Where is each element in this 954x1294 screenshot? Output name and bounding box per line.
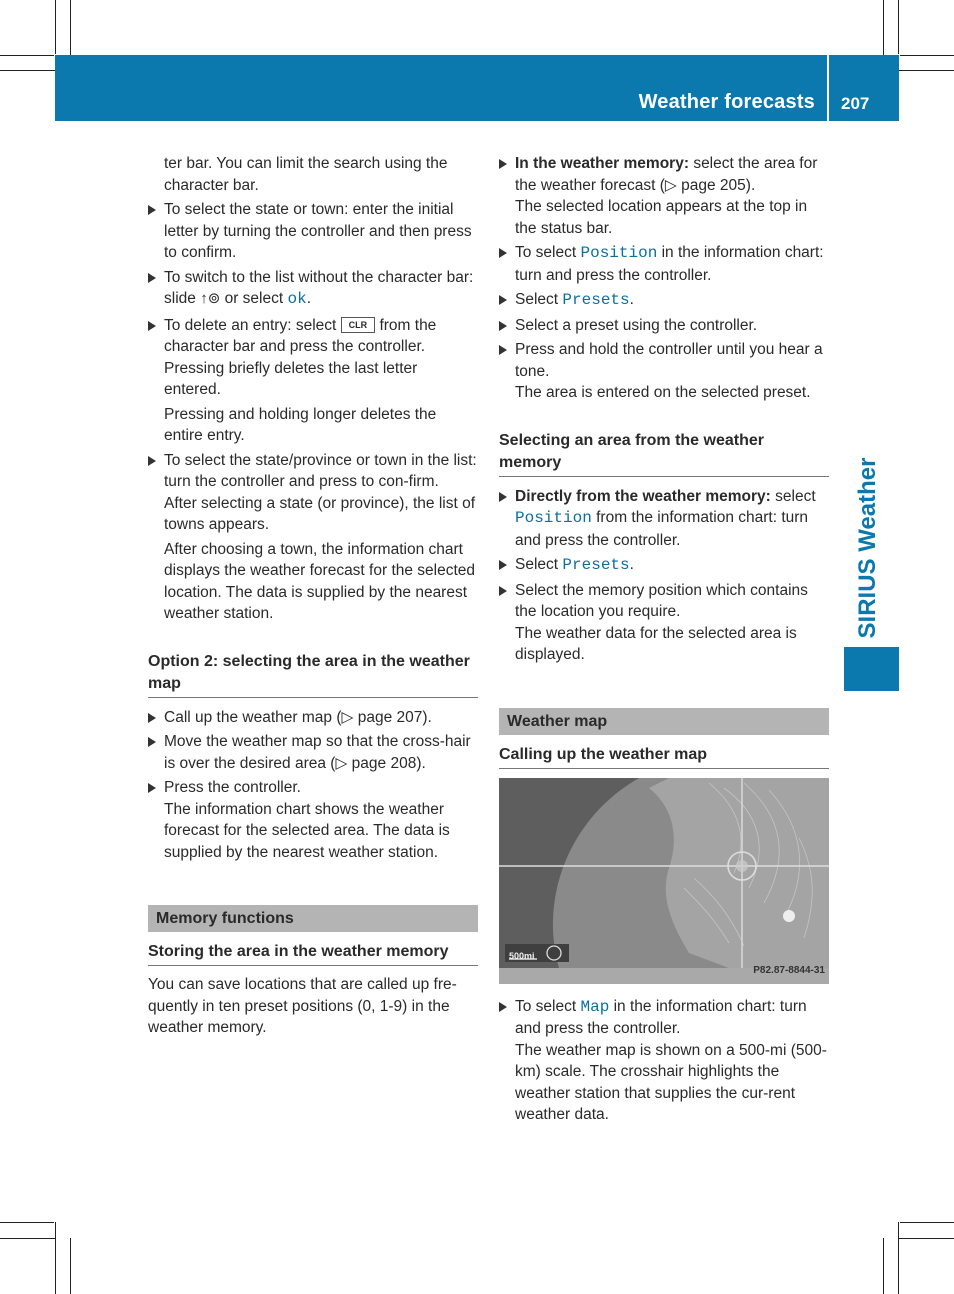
step-arrow-icon [499, 159, 507, 169]
step-arrow-icon [499, 586, 507, 596]
section-bar: Weather map [499, 708, 829, 735]
step-arrow-icon [499, 248, 507, 258]
step-arrow-icon [148, 273, 156, 283]
crop-mark [883, 0, 884, 56]
crop-mark [900, 55, 954, 56]
subheading: Selecting an area from the weather memory [499, 430, 829, 477]
instruction-step: Call up the weather map (▷ page 207). [148, 707, 478, 729]
paragraph: Pressing and holding longer deletes the entire entry. [164, 405, 437, 444]
step-arrow-icon [148, 783, 156, 793]
header-divider [827, 55, 829, 121]
instruction-step: Select the memory position which contains the location you require. [499, 580, 829, 623]
side-tab-marker [844, 647, 899, 691]
step-arrow-icon [499, 560, 507, 570]
step-arrow-icon [499, 295, 507, 305]
ok-softkey: ok [287, 290, 307, 308]
weather-map-screenshot [499, 778, 829, 984]
presets-softkey: Presets [562, 556, 630, 574]
map-softkey: Map [580, 997, 610, 1016]
step-arrow-icon [148, 321, 156, 331]
step-arrow-icon [499, 492, 507, 502]
paragraph: The weather data for the selected area is displayed. [515, 624, 797, 663]
crop-mark [900, 1222, 954, 1223]
crop-mark [70, 0, 71, 56]
right-column [499, 153, 829, 1126]
crop-mark [898, 70, 954, 71]
paragraph: The selected location appears at the top in the status bar. [515, 198, 808, 237]
step-arrow-icon [499, 345, 507, 355]
step-arrow-icon [148, 737, 156, 747]
instruction-step: To delete an entry: select CLR from the character bar and press the controller. Pressing briefly deletes the last letter entered. [148, 315, 478, 401]
position-softkey: Position [580, 244, 658, 262]
paragraph: ter bar. You can limit the search using the character bar. [164, 155, 448, 194]
paragraph: You can save locations that are called up fre-quently in ten preset positions (0, 1-9) in the weather memory. [148, 976, 457, 1036]
instruction-step: To select Position in the information chart: turn and press the controller. [499, 242, 829, 286]
instruction-step: Move the weather map so that the cross-hair is over the desired area (▷ page 208). [148, 731, 478, 774]
step-arrow-icon [499, 1002, 507, 1012]
section-bar: Memory functions [148, 905, 478, 932]
side-tab-label: SIRIUS Weather [854, 457, 881, 639]
step-arrow-icon [499, 321, 507, 331]
crop-mark [883, 1238, 884, 1294]
controller-slide-icon: ↑⊚ [200, 290, 221, 307]
section-title: Weather forecasts [638, 91, 815, 113]
instruction-step: Select Presets. [499, 289, 829, 312]
subheading: Option 2: selecting the area in the weather map [148, 651, 478, 698]
map-scale-label: 500mi [509, 950, 535, 961]
crop-mark [898, 1222, 899, 1294]
instruction-step: In the weather memory: select the area for the weather forecast (▷ page 205). [499, 153, 829, 196]
instruction-step: To select the state/province or town in the list: turn the controller and press to con-firm. [148, 450, 478, 493]
instruction-step: Select Presets. [499, 554, 829, 577]
clr-key-icon: CLR [341, 317, 376, 333]
weather-map-image [499, 778, 829, 984]
subheading: Calling up the weather map [499, 744, 829, 769]
step-arrow-icon [148, 205, 156, 215]
instruction-step: Press the controller. [148, 777, 478, 799]
paragraph: The information chart shows the weather forecast for the selected area. The data is supplied by the nearest weather station. [164, 800, 450, 861]
instruction-step: To select the state or town: enter the initial letter by turning the controller and then press to confirm. [148, 199, 478, 264]
subheading: Storing the area in the weather memory [148, 941, 478, 966]
step-arrow-icon [148, 713, 156, 723]
presets-softkey: Presets [562, 291, 630, 309]
instruction-step: Press and hold the controller until you hear a tone. [499, 339, 829, 382]
crop-mark [898, 1238, 954, 1239]
crop-mark [55, 0, 56, 54]
image-code: P82.87-8844-31 [753, 965, 825, 976]
paragraph: After selecting a state (or province), the list of towns appears. [164, 494, 475, 533]
crop-mark [0, 70, 56, 71]
paragraph: The area is entered on the selected preset. [515, 384, 811, 401]
instruction-step: To select Map in the information chart: turn and press the controller. [499, 996, 829, 1040]
position-softkey: Position [515, 509, 592, 527]
crop-mark [0, 55, 54, 56]
page-number: 207 [841, 94, 870, 113]
instruction-step: Directly from the weather memory: select Position from the information chart: turn and press the controller. [499, 486, 829, 552]
paragraph: The weather map is shown on a 500-mi (500-km) scale. The crosshair highlights the weather station that supplies the cur-rent weather data. [515, 1041, 827, 1123]
step-arrow-icon [148, 456, 156, 466]
crop-mark [55, 1222, 56, 1294]
instruction-step: To switch to the list without the character bar: slide ↑⊚ or select ok. [148, 267, 478, 311]
crop-mark [0, 1222, 54, 1223]
instruction-step: Select a preset using the controller. [499, 315, 829, 337]
left-column [148, 153, 478, 1039]
paragraph: After choosing a town, the information chart displays the weather forecast for the selected location. The data is supplied by the nearest weather station. [164, 540, 476, 622]
crop-mark [0, 1238, 56, 1239]
page-header [55, 55, 899, 121]
crop-mark [898, 0, 899, 54]
crop-mark [70, 1238, 71, 1294]
